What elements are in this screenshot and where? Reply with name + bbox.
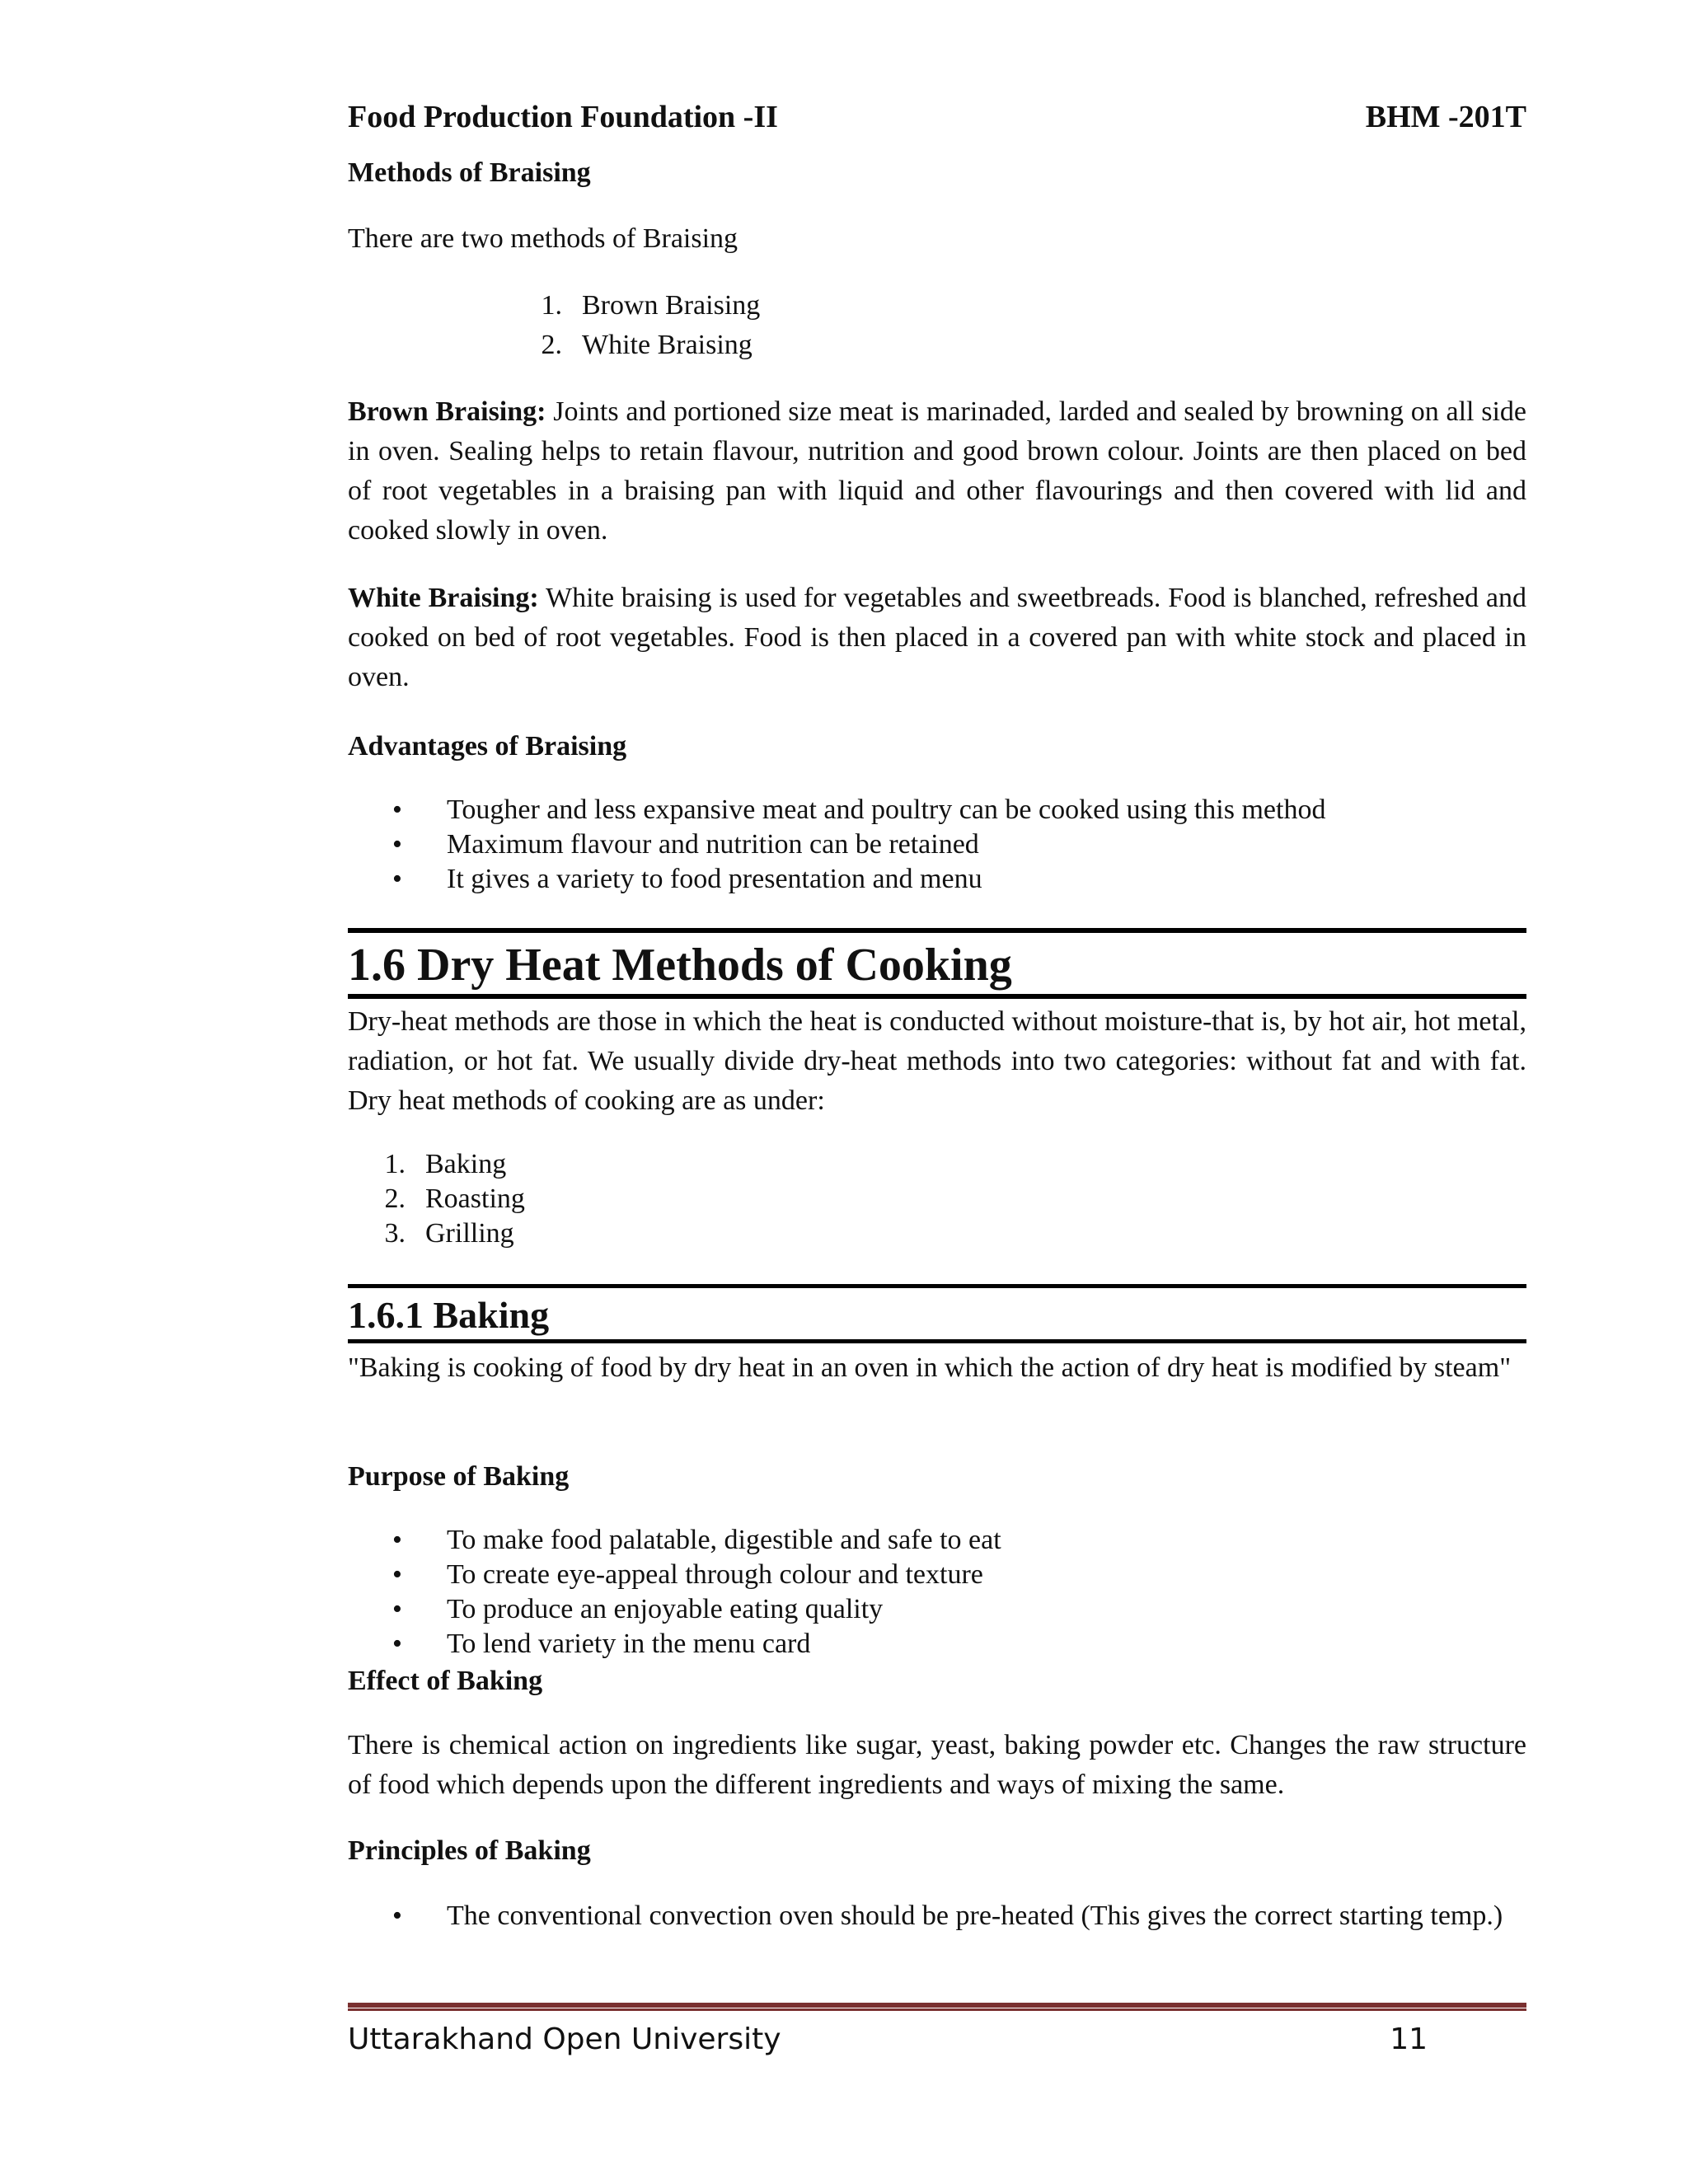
advantages-list	[348, 793, 1526, 897]
white-braising-paragraph: White Braising: White braising is used for vegetables and sweetbreads. Food is blanched, refreshed and cooked on bed of root vegetables. Food is then placed in a covered pan with white stock and placed in oven.	[348, 583, 1526, 692]
list-item: 1. Baking	[384, 1149, 507, 1179]
list-item: • Maximum flavour and nutrition can be retained	[392, 829, 979, 860]
list-item: • To lend variety in the menu card	[392, 1629, 811, 1659]
list-item: • The conventional convection oven should be pre-heated (This gives the correct starting temp.)	[392, 1900, 1503, 1931]
purpose-list	[348, 1523, 1526, 1661]
university-name: Uttarakhand Open University	[348, 2022, 781, 2056]
list-item: 3. Grilling	[384, 1218, 514, 1249]
methods-of-braising-heading: Methods of Braising	[348, 157, 591, 188]
section-heading-dry-heat: 1.6 Dry Heat Methods of Cooking	[348, 928, 1526, 999]
effect-heading: Effect of Baking	[348, 1666, 543, 1696]
list-item: • To create eye-appeal through colour and texture	[392, 1559, 983, 1590]
principles-heading: Principles of Baking	[348, 1835, 591, 1866]
effect-paragraph: There is chemical action on ingredients like sugar, yeast, baking powder etc. Changes the raw structure of food which depends upon the different ingredients and ways of mixing the same.	[348, 1730, 1526, 1800]
course-code: BHM -201T	[1365, 100, 1526, 134]
braising-methods-list	[513, 288, 1337, 363]
page-header	[348, 96, 1526, 138]
baking-definition: "Baking is cooking of food by dry heat in an oven in which the action of dry heat is modified by steam"	[348, 1352, 1512, 1383]
white-braising-label: White Braising:	[348, 583, 539, 613]
section-heading-baking: 1.6.1 Baking	[348, 1284, 1526, 1343]
braising-intro: There are two methods of Braising	[348, 223, 738, 254]
course-title: Food Production Foundation -II	[348, 100, 778, 134]
list-item: • Tougher and less expansive meat and poultry can be cooked using this method	[392, 794, 1326, 825]
brown-braising-label: Brown Braising:	[348, 396, 546, 427]
list-item: 2. Roasting	[384, 1183, 525, 1214]
list-item: 1. Brown Braising	[541, 290, 761, 321]
list-item: • To make food palatable, digestible and safe to eat	[392, 1525, 1001, 1555]
page-footer	[348, 2019, 1428, 2060]
principles-list	[348, 1899, 1526, 1933]
dry-heat-methods-list	[356, 1147, 1015, 1251]
purpose-heading: Purpose of Baking	[348, 1461, 570, 1492]
brown-braising-paragraph: Brown Braising: Joints and portioned size meat is marinaded, larded and sealed by browning on all side in oven. Sealing helps to retain flavour, nutrition and good brown colour. Joints are then placed on bed of root vegetables in a braising pan with liquid and other flavourings and then covered with lid and cooked slowly in oven.	[348, 396, 1526, 546]
list-item: 2. White Braising	[541, 330, 753, 360]
advantages-heading: Advantages of Braising	[348, 731, 627, 762]
dry-heat-intro: Dry-heat methods are those in which the heat is conducted without moisture-that is, by hot air, hot metal, radiation, or hot fat. We usually divide dry-heat methods into two categories: without fat and with fat. Dry heat methods of cooking are as under:	[348, 1006, 1526, 1116]
page-number: 11	[1390, 2022, 1428, 2056]
list-item: • To produce an enjoyable eating quality	[392, 1594, 884, 1624]
footer-rule	[348, 2003, 1526, 2011]
list-item: • It gives a variety to food presentation and menu	[392, 864, 982, 894]
